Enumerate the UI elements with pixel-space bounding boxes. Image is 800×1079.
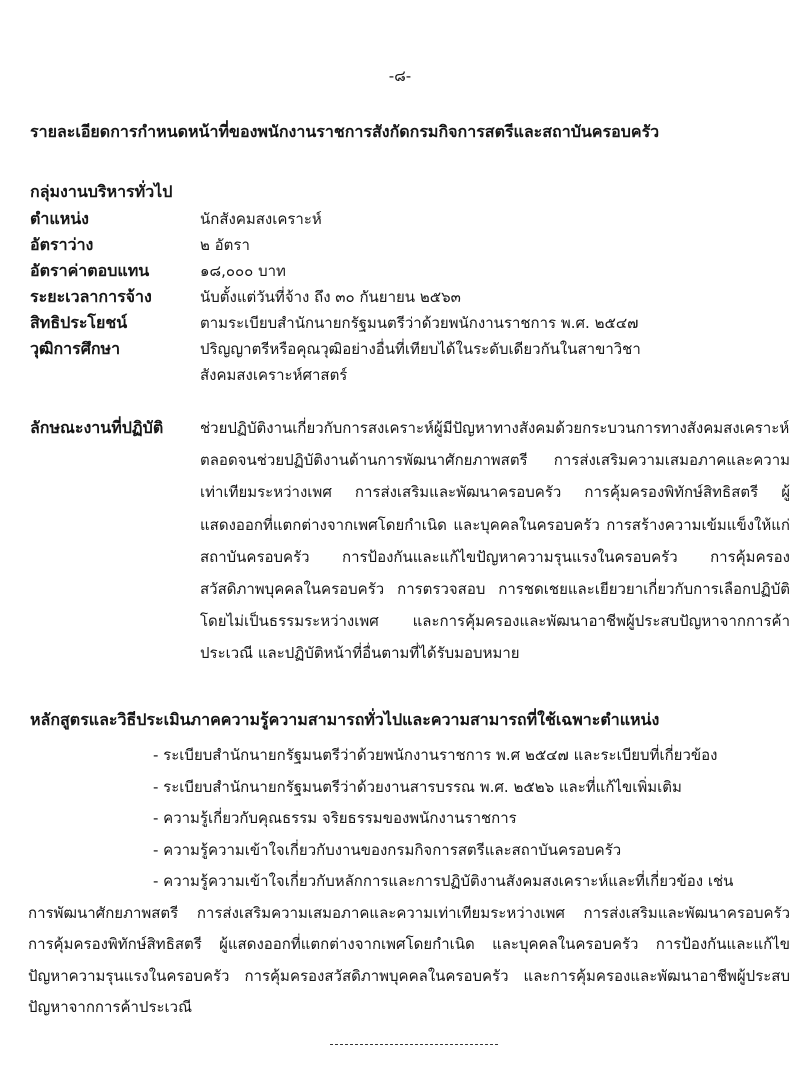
field-row bbox=[30, 232, 790, 258]
field-row bbox=[30, 362, 790, 388]
list-item: - ความรู้ความเข้าใจเกี่ยวกับงานของกรมกิจการสตรีและสถาบันครอบครัว bbox=[153, 840, 622, 859]
field-label: อัตราว่าง bbox=[30, 235, 94, 254]
list-item bbox=[28, 866, 790, 1024]
page-number: -๘- bbox=[388, 67, 412, 85]
field-label: วุฒิการศึกษา bbox=[30, 339, 121, 358]
list-item-continuation: การพัฒนาศักยภาพสตรี การส่งเสริมความเสมอภาคและความเท่าเทียมระหว่างเพศ การส่งเสริมและพัฒนาครอบครัว การคุ้มครองพิทักษ์สิทธิสตรี ผู้แสดงออกที่แตกต่างจากเพศโดยกำเนิด และบุคคลในครอบครัว การป้องกันและแก้ไขปัญหาความรุนแรงในครอบครัว การคุ้มครองสวัสดิภาพบุคคลในครอบครัว และการคุ้มครองและพัฒนาอาชีพผู้ประสบปัญหาจากการค้าประเวณี bbox=[28, 903, 790, 1016]
duty-label: ลักษณะงานที่ปฏิบัติ bbox=[30, 418, 164, 437]
field-row bbox=[30, 310, 790, 336]
duty-text: ช่วยปฏิบัติงานเกี่ยวกับการสงเคราะห์ผู้มีปัญหาทางสังคมด้วยกระบวนการทางสังคมสงเคราะห์ ตลอดจนช่วยปฏิบัติงานด้านการพัฒนาศักยภาพสตรี การส่งเสริมความเสมอภาคและความเท่าเทียมระหว่างเพศ การส่งเสริมและพัฒนาครอบครัว การคุ้มครองพิทักษ์สิทธิสตรี ผู้แสดงออกที่แตกต่างจากเพศโดยกำเนิด และบุคคลในครอบครัว การสร้างความเข้มแข็งให้แก่สถาบันครอบครัว การป้องกันและแก้ไขปัญหาความรุนแรงในครอบครัว การคุ้มครองสวัสดิภาพบุคคลในครอบครัว การตรวจสอบ การชดเชยและเยียวยาเกี่ยวกับการเลือกปฏิบัติโดยไม่เป็นธรรมระหว่างเพศ และการคุ้มครองและพัฒนาอาชีพผู้ประสบปัญหาจากการค้าประเวณี และปฏิบัติหน้าที่อื่นตามที่ได้รับมอบหมาย bbox=[200, 419, 790, 663]
field-value: สังคมสงเคราะห์ศาสตร์ bbox=[200, 366, 348, 384]
list-item: - ระเบียบสำนักนายกรัฐมนตรีว่าด้วยพนักงานราชการ พ.ศ ๒๕๔๗ และระเบียบที่เกี่ยวข้อง bbox=[153, 746, 718, 764]
curriculum-list bbox=[28, 740, 790, 1024]
field-row bbox=[30, 336, 790, 362]
position-fields bbox=[30, 206, 790, 388]
field-label bbox=[30, 362, 200, 388]
document-title: รายละเอียดการกำหนดหน้าที่ของพนักงานราชการสังกัดกรมกิจการสตรีและสถาบันครอบครัว bbox=[30, 122, 660, 141]
field-value: ๑๘,๐๐๐ บาท bbox=[200, 262, 286, 280]
field-row bbox=[30, 258, 790, 284]
field-label: สิทธิประโยชน์ bbox=[30, 313, 128, 332]
field-row bbox=[30, 206, 790, 232]
group-heading: กลุ่มงานบริหารทั่วไป bbox=[30, 182, 173, 201]
field-value: นับตั้งแต่วันที่จ้าง ถึง ๓๐ กันยายน ๒๕๖๓ bbox=[200, 288, 461, 306]
field-value: ปริญญาตรีหรือคุณวุฒิอย่างอื่นที่เทียบได้ในระดับเดียวกันในสาขาวิชา bbox=[200, 340, 641, 358]
field-label: อัตราค่าตอบแทน bbox=[30, 261, 150, 280]
list-item-first-line: - ความรู้ความเข้าใจเกี่ยวกับหลักการและการปฏิบัติงานสังคมสงเคราะห์และที่เกี่ยวข้อง เช่น bbox=[153, 872, 734, 890]
field-value: นักสังคมสงเคราะห์ bbox=[200, 210, 322, 228]
list-item: - ความรู้เกี่ยวกับคุณธรรม จริยธรรมของพนักงานราชการ bbox=[153, 809, 517, 827]
list-item: - ระเบียบสำนักนายกรัฐมนตรีว่าด้วยงานสารบรรณ พ.ศ. ๒๕๒๖ และที่แก้ไขเพิ่มเติม bbox=[153, 777, 682, 796]
duty-section bbox=[30, 412, 790, 670]
end-separator bbox=[330, 1044, 498, 1045]
curriculum-heading: หลักสูตรและวิธีประเมินภาคความรู้ความสามารถทั่วไปและความสามารถที่ใช้เฉพาะตำแหน่ง bbox=[30, 710, 660, 729]
field-label: ระยะเวลาการจ้าง bbox=[30, 287, 152, 306]
field-value: ตามระเบียบสำนักนายกรัฐมนตรีว่าด้วยพนักงานราชการ พ.ศ. ๒๕๔๗ bbox=[200, 314, 639, 332]
field-value: ๒ อัตรา bbox=[200, 236, 250, 254]
field-row bbox=[30, 284, 790, 310]
field-label: ตำแหน่ง bbox=[30, 209, 89, 228]
